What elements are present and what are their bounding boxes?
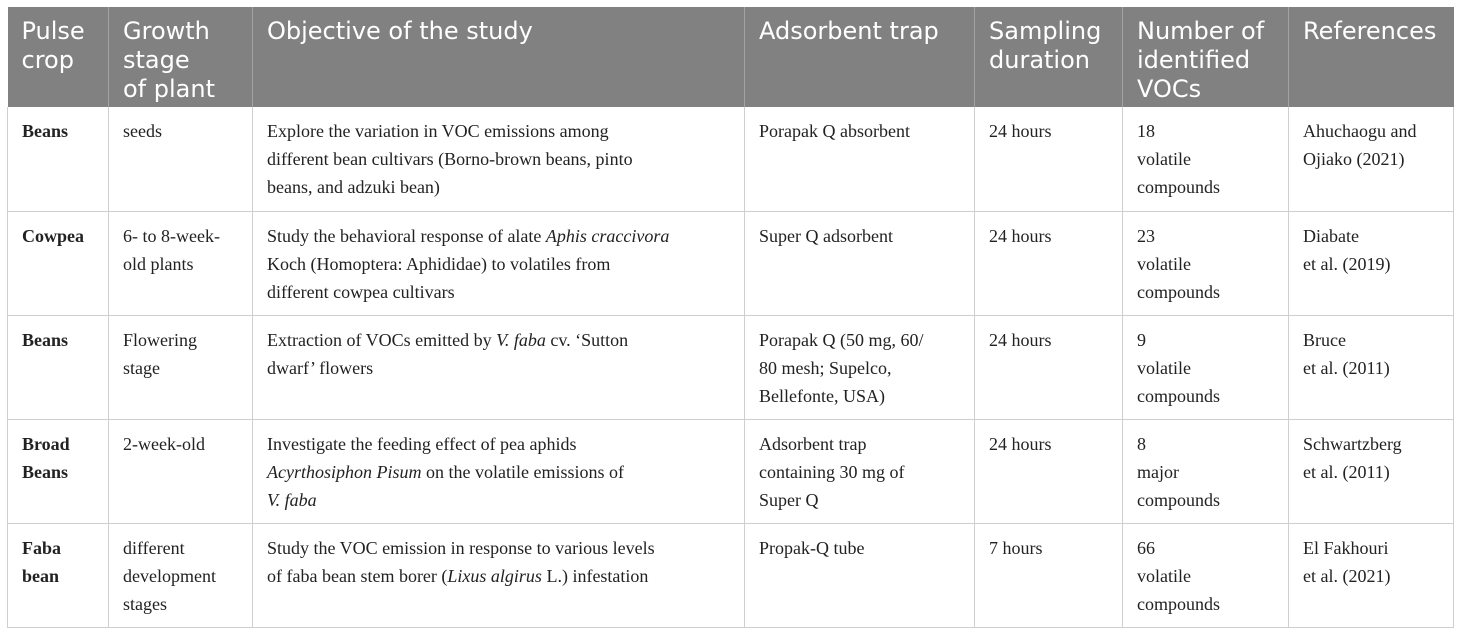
- cell-pulse-crop-line: Beans: [22, 121, 69, 141]
- cell-growth-stage-line: Flowering: [123, 329, 197, 350]
- cell-sampling-duration: [975, 107, 1123, 211]
- text-segment: Study the VOC emission in response to various levels: [267, 537, 655, 558]
- cell-identified-vocs-line: 66: [1137, 537, 1155, 558]
- header-identified-vocs: [1123, 7, 1289, 107]
- cell-pulse-crop-line: bean: [22, 565, 60, 586]
- cell-sampling-duration: [975, 211, 1123, 315]
- cell-reference-link-line: et al. (2019): [1303, 253, 1391, 274]
- cell-pulse-crop-line: Cowpea: [22, 225, 84, 246]
- cell-growth-stage-line: stages: [123, 593, 167, 614]
- cell-adsorbent-trap: [745, 211, 975, 315]
- cell-reference-link-line: Diabate: [1303, 225, 1359, 246]
- cell-growth-stage: [109, 523, 253, 627]
- text-segment: cv. ‘Sutton: [545, 329, 629, 350]
- cell-adsorbent-trap-line: Porapak Q absorbent: [759, 121, 910, 141]
- cell-growth-stage-line: development: [123, 565, 216, 586]
- cell-identified-vocs: [1123, 523, 1289, 627]
- cell-identified-vocs-line: compounds: [1137, 385, 1220, 406]
- cell-adsorbent-trap: [745, 523, 975, 627]
- cell-objective-line: [267, 534, 730, 562]
- cell-identified-vocs-line: compounds: [1137, 593, 1220, 614]
- header-line: identified: [1137, 46, 1251, 74]
- cell-identified-vocs-line: compounds: [1137, 281, 1220, 302]
- voc-table: [7, 7, 1454, 628]
- cell-sampling-duration-line: 24 hours: [989, 329, 1052, 350]
- cell-objective: [253, 211, 745, 315]
- cell-objective-line: [267, 145, 730, 173]
- header-row: [8, 7, 1454, 107]
- cell-objective-line: [267, 117, 730, 145]
- header-objective: [253, 7, 745, 107]
- table-row: [8, 107, 1454, 211]
- cell-identified-vocs-line: 8: [1137, 433, 1146, 454]
- cell-adsorbent-trap-line: Adsorbent trap: [759, 433, 867, 454]
- cell-objective: [253, 107, 745, 211]
- cell-identified-vocs-line: 18: [1137, 121, 1155, 141]
- cell-growth-stage: [109, 315, 253, 419]
- cell-adsorbent-trap: [745, 315, 975, 419]
- cell-identified-vocs: [1123, 107, 1289, 211]
- cell-identified-vocs-line: volatile: [1137, 253, 1191, 274]
- cell-pulse-crop: [8, 107, 109, 211]
- cell-objective-line: [267, 173, 730, 201]
- cell-reference-link-line: Ahuchaogu and: [1303, 121, 1417, 141]
- cell-objective: [253, 419, 745, 523]
- cell-identified-vocs-line: 9: [1137, 329, 1146, 350]
- header-line: Adsorbent trap: [759, 17, 939, 45]
- cell-objective-line: [267, 222, 730, 250]
- cell-growth-stage-line: stage: [123, 357, 160, 378]
- cell-pulse-crop-line: Faba: [22, 537, 62, 558]
- cell-growth-stage-line: 2-week-old: [123, 433, 205, 454]
- cell-objective: [253, 315, 745, 419]
- italic-term: Lixus algirus: [447, 565, 542, 586]
- header-line: VOCs: [1137, 75, 1202, 103]
- italic-term: V. faba: [267, 489, 317, 510]
- header-pulse-crop: [8, 7, 109, 107]
- cell-identified-vocs-line: volatile: [1137, 565, 1191, 586]
- cell-pulse-crop-line: Beans: [22, 329, 69, 350]
- cell-adsorbent-trap-line: containing 30 mg of: [759, 461, 905, 482]
- cell-adsorbent-trap: [745, 107, 975, 211]
- cell-objective-line: [267, 458, 730, 486]
- cell-sampling-duration-line: 24 hours: [989, 225, 1052, 246]
- cell-growth-stage-line: 6- to 8-week-: [123, 225, 220, 246]
- text-segment: different bean cultivars (Borno-brown beans, pinto: [267, 149, 633, 169]
- cell-sampling-duration: [975, 523, 1123, 627]
- cell-adsorbent-trap-line: Porapak Q (50 mg, 60/: [759, 329, 924, 350]
- header-line: duration: [989, 46, 1090, 74]
- text-segment: Explore the variation in VOC emissions among: [267, 121, 609, 141]
- cell-growth-stage-line: seeds: [123, 121, 162, 141]
- header-line: References: [1303, 17, 1437, 45]
- header-line: Number of: [1137, 17, 1265, 45]
- cell-reference-link[interactable]: [1289, 419, 1454, 523]
- cell-objective-line: [267, 354, 730, 382]
- header-line: Objective of the study: [267, 17, 533, 45]
- text-segment: Koch (Homoptera: Aphididae) to volatiles from: [267, 253, 611, 274]
- cell-pulse-crop: [8, 211, 109, 315]
- cell-identified-vocs: [1123, 211, 1289, 315]
- table-row: [8, 419, 1454, 523]
- cell-objective-line: [267, 430, 730, 458]
- header-line: Sampling: [989, 17, 1102, 45]
- text-segment: on the volatile emissions of: [421, 461, 624, 482]
- cell-identified-vocs-line: volatile: [1137, 357, 1191, 378]
- text-segment: L.) infestation: [541, 565, 649, 586]
- cell-objective-line: [267, 278, 730, 306]
- text-segment: Study the behavioral response of alate: [267, 225, 546, 246]
- table-row: [8, 211, 1454, 315]
- header-adsorbent-trap: [745, 7, 975, 107]
- cell-identified-vocs-line: compounds: [1137, 177, 1220, 197]
- cell-objective-line: [267, 562, 730, 590]
- cell-pulse-crop-line: Broad: [22, 433, 70, 454]
- cell-identified-vocs-line: volatile: [1137, 149, 1191, 169]
- cell-reference-link-line: Bruce: [1303, 329, 1346, 350]
- header-references: [1289, 7, 1454, 107]
- cell-objective-line: [267, 326, 730, 354]
- header-line: stage: [123, 46, 190, 74]
- text-segment: Investigate the feeding effect of pea aphids: [267, 433, 577, 454]
- italic-term: Aphis craccivora: [545, 225, 670, 246]
- cell-identified-vocs-line: major: [1137, 461, 1179, 482]
- text-segment: different cowpea cultivars: [267, 281, 455, 302]
- cell-reference-link-line: Ojiako (2021): [1303, 149, 1405, 169]
- cell-identified-vocs-line: compounds: [1137, 489, 1220, 510]
- cell-reference-link-line: et al. (2011): [1303, 461, 1390, 482]
- cell-pulse-crop: [8, 419, 109, 523]
- cell-adsorbent-trap-line: Super Q adsorbent: [759, 225, 893, 246]
- cell-reference-link-line: Schwartzberg: [1303, 433, 1402, 454]
- header-line: crop: [21, 46, 74, 74]
- cell-reference-link[interactable]: [1289, 107, 1454, 211]
- text-segment: of faba bean stem borer (: [267, 565, 448, 586]
- cell-adsorbent-trap-line: 80 mesh; Supelco,: [759, 357, 892, 378]
- table-row: [8, 523, 1454, 627]
- table-row: [8, 315, 1454, 419]
- cell-reference-link[interactable]: [1289, 211, 1454, 315]
- cell-reference-link-line: et al. (2021): [1303, 565, 1391, 586]
- cell-pulse-crop-line: Beans: [22, 461, 69, 482]
- header-line: Pulse: [21, 17, 85, 45]
- cell-growth-stage: [109, 211, 253, 315]
- cell-identified-vocs: [1123, 315, 1289, 419]
- cell-identified-vocs-line: 23: [1137, 225, 1155, 246]
- cell-adsorbent-trap-line: Bellefonte, USA): [759, 385, 885, 406]
- cell-pulse-crop: [8, 315, 109, 419]
- italic-term: V. faba: [496, 329, 546, 350]
- cell-sampling-duration-line: 24 hours: [989, 433, 1052, 454]
- cell-adsorbent-trap: [745, 419, 975, 523]
- cell-reference-link[interactable]: [1289, 315, 1454, 419]
- header-growth-stage: [109, 7, 253, 107]
- cell-sampling-duration: [975, 419, 1123, 523]
- cell-adsorbent-trap-line: Propak-Q tube: [759, 537, 865, 558]
- cell-growth-stage: [109, 107, 253, 211]
- cell-objective: [253, 523, 745, 627]
- cell-sampling-duration: [975, 315, 1123, 419]
- cell-sampling-duration-line: 7 hours: [989, 537, 1043, 558]
- text-segment: Extraction of VOCs emitted by: [267, 329, 497, 350]
- cell-sampling-duration-line: 24 hours: [989, 121, 1052, 141]
- cell-adsorbent-trap-line: Super Q: [759, 489, 819, 510]
- cell-reference-link[interactable]: [1289, 523, 1454, 627]
- cell-reference-link-line: El Fakhouri: [1303, 537, 1389, 558]
- italic-term: Acyrthosiphon Pisum: [267, 461, 422, 482]
- cell-objective-line: [267, 486, 730, 514]
- text-segment: dwarf’ flowers: [267, 357, 374, 378]
- header-line: of plant: [123, 75, 215, 103]
- cell-growth-stage-line: old plants: [123, 253, 194, 274]
- cell-pulse-crop: [8, 523, 109, 627]
- cell-growth-stage-line: different: [123, 537, 185, 558]
- text-segment: beans, and adzuki bean): [267, 177, 440, 197]
- header-line: Growth: [123, 17, 210, 45]
- cell-growth-stage: [109, 419, 253, 523]
- cell-identified-vocs: [1123, 419, 1289, 523]
- header-sampling-duration: [975, 7, 1123, 107]
- cell-reference-link-line: et al. (2011): [1303, 357, 1390, 378]
- cell-objective-line: [267, 250, 730, 278]
